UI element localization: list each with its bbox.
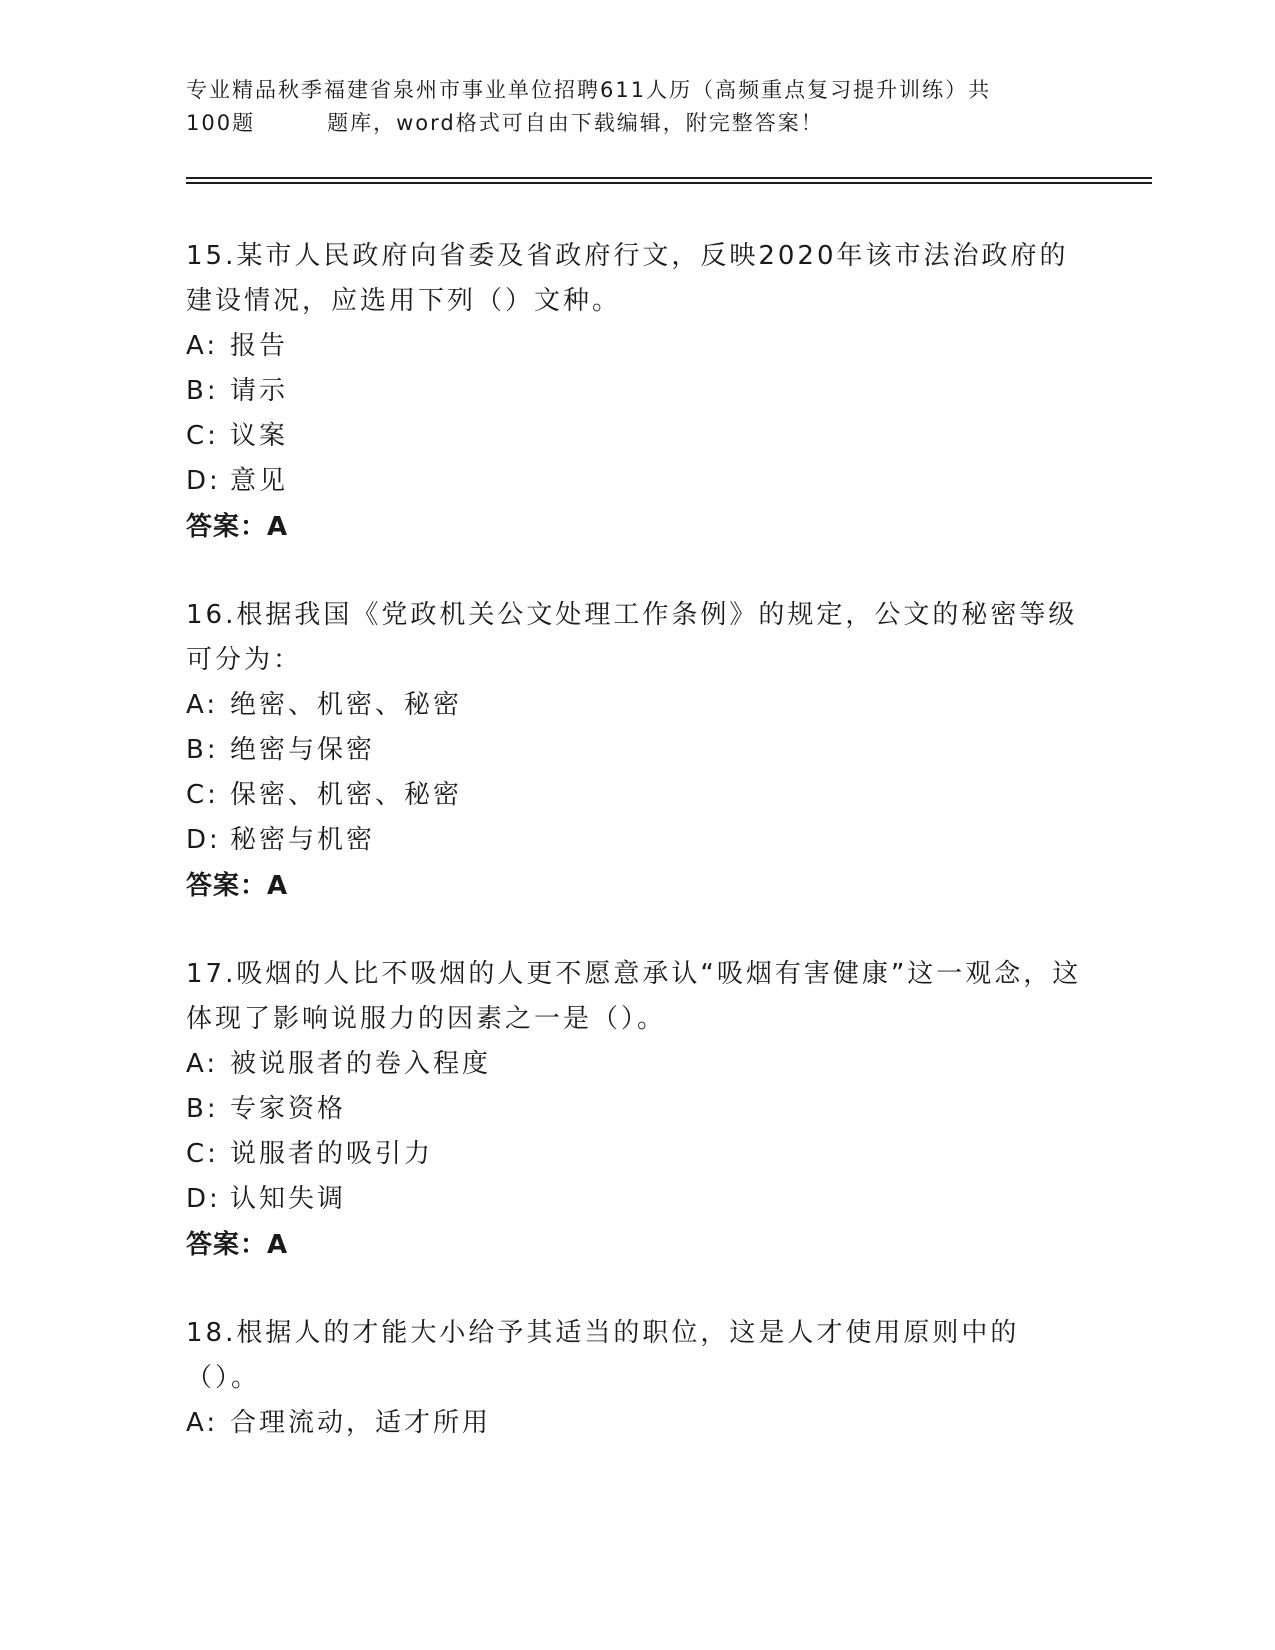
option-letter: A: bbox=[186, 1408, 219, 1438]
header-divider-bottom bbox=[186, 182, 1152, 184]
question-stem: 15.某市人民政府向省委及省政府行文，反映2020年该市法治政府的建设情况，应选用下列（）文种。 bbox=[186, 241, 1069, 316]
header-title-line-2 bbox=[186, 107, 1066, 140]
option-text: 认知失调 bbox=[230, 1184, 347, 1214]
option-letter: D: bbox=[186, 1184, 221, 1214]
header-divider-top bbox=[186, 177, 1152, 179]
question-stem: 18.根据人的才能大小给予其适当的职位，这是人才使用原则中的（）。 bbox=[186, 1318, 1020, 1393]
option-a bbox=[186, 1401, 1086, 1446]
option-c bbox=[186, 414, 1086, 459]
option-letter: C: bbox=[186, 780, 219, 810]
option-letter: C: bbox=[186, 1139, 219, 1169]
option-d bbox=[186, 818, 1086, 863]
option-a bbox=[186, 683, 1086, 728]
option-letter: D: bbox=[186, 825, 221, 855]
option-text: 保密、机密、秘密 bbox=[230, 780, 463, 810]
option-d bbox=[186, 459, 1086, 504]
option-text: 说服者的吸引力 bbox=[230, 1139, 434, 1169]
option-text: 合理流动，适才所用 bbox=[230, 1408, 492, 1438]
option-text: 专家资格 bbox=[230, 1094, 347, 1124]
option-b bbox=[186, 728, 1086, 773]
question-15 bbox=[186, 234, 1086, 550]
option-d bbox=[186, 1177, 1086, 1222]
question-list bbox=[186, 234, 1086, 1489]
question-stem: 17.吸烟的人比不吸烟的人更不愿意承认“吸烟有害健康”这一观念，这体现了影响说服力的因素之一是（）。 bbox=[186, 959, 1082, 1034]
header-question-count: 100题 bbox=[186, 111, 256, 135]
option-text: 被说服者的卷入程度 bbox=[230, 1049, 492, 1079]
option-text: 意见 bbox=[230, 466, 289, 496]
answer-line: 答案：A bbox=[186, 512, 289, 542]
question-16 bbox=[186, 593, 1086, 909]
option-b bbox=[186, 1087, 1086, 1132]
option-b bbox=[186, 369, 1086, 414]
option-letter: B: bbox=[186, 735, 219, 765]
option-letter: D: bbox=[186, 466, 221, 496]
option-letter: A: bbox=[186, 1049, 219, 1079]
question-17 bbox=[186, 952, 1086, 1268]
option-c bbox=[186, 1132, 1086, 1177]
option-text: 绝密与保密 bbox=[230, 735, 376, 765]
option-a bbox=[186, 324, 1086, 369]
option-letter: A: bbox=[186, 331, 219, 361]
answer-line: 答案：A bbox=[186, 1230, 289, 1260]
question-18 bbox=[186, 1311, 1086, 1446]
question-stem: 16.根据我国《党政机关公文处理工作条例》的规定，公文的秘密等级可分为： bbox=[186, 600, 1078, 675]
header-title-line-1: 专业精品秋季福建省泉州市事业单位招聘611人历（高频重点复习提升训练）共 bbox=[186, 78, 992, 102]
header-subtitle: 题库，word格式可自由下载编辑，附完整答案！ bbox=[327, 111, 824, 135]
option-text: 绝密、机密、秘密 bbox=[230, 690, 463, 720]
option-text: 秘密与机密 bbox=[230, 825, 376, 855]
option-text: 请示 bbox=[230, 376, 289, 406]
document-header bbox=[186, 74, 1066, 140]
option-text: 议案 bbox=[230, 421, 289, 451]
option-letter: B: bbox=[186, 376, 219, 406]
option-text: 报告 bbox=[230, 331, 289, 361]
answer-line: 答案：A bbox=[186, 871, 289, 901]
option-c bbox=[186, 773, 1086, 818]
option-a bbox=[186, 1042, 1086, 1087]
option-letter: A: bbox=[186, 690, 219, 720]
option-letter: B: bbox=[186, 1094, 219, 1124]
option-letter: C: bbox=[186, 421, 219, 451]
